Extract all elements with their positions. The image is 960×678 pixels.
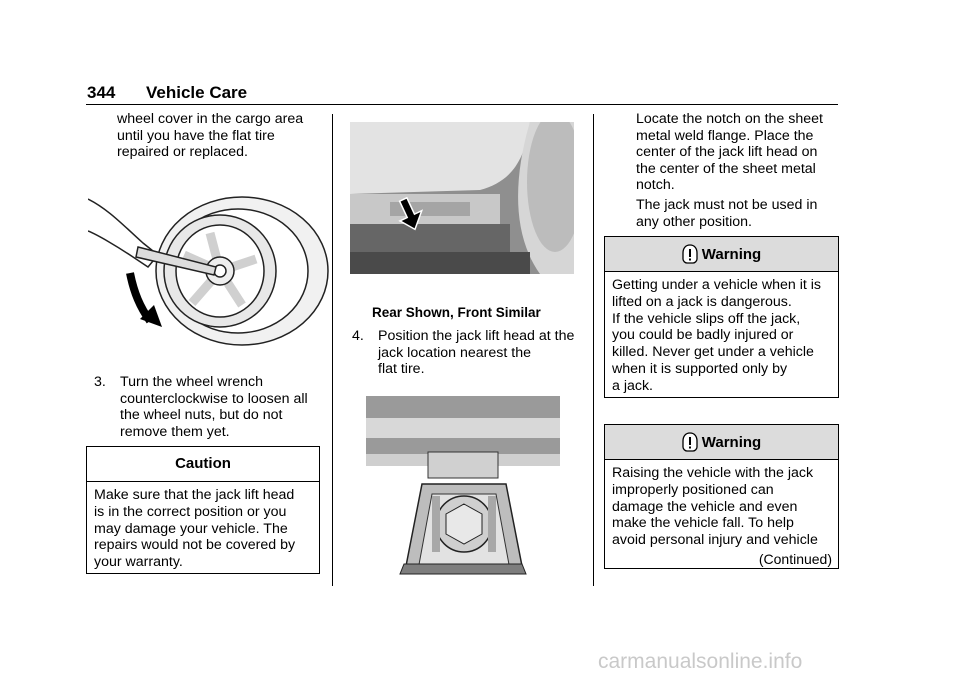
warning-icon <box>682 244 698 264</box>
step-3-number: 3. <box>94 374 106 390</box>
caution-box <box>86 446 320 574</box>
step-3 <box>94 374 326 444</box>
page-title: Vehicle Care <box>146 83 248 102</box>
step-4-text: Position the jack lift head at the jack location nearest the flat tire. <box>378 328 575 378</box>
warning-1-title: Warning <box>701 245 762 263</box>
warning-1-header <box>605 237 838 272</box>
jack-position-note: The jack must not be used in any other position. <box>636 197 818 230</box>
warning-2-header <box>605 425 838 460</box>
warning-box-2 <box>604 424 839 569</box>
intro-text: wheel cover in the cargo area until you have the flat tire repaired or replaced. <box>117 111 304 161</box>
notch-instructions: Locate the notch on the sheet metal weld flange. Place the center of the jack lift head on the center of the sheet metal notch. <box>636 111 823 194</box>
warning-icon <box>682 432 698 452</box>
header-rule <box>86 104 838 105</box>
page-number: 344 <box>87 83 116 102</box>
watermark-text: carmanualsonline.info <box>598 650 803 673</box>
caution-text: Make sure that the jack lift head is in the correct position or you may damage your vehicle. The repairs would not be covered by your warranty. <box>94 487 296 571</box>
continued-label: (Continued) <box>758 551 832 567</box>
caution-title: Caution <box>87 447 319 482</box>
warning-2-title: Warning <box>701 433 762 451</box>
step-3-text: Turn the wheel wrench counterclockwise to loosen all the wheel nuts, but do not remove them yet. <box>120 374 308 440</box>
figure-caption: Rear Shown, Front Similar <box>372 305 541 320</box>
column-divider-right <box>593 114 594 586</box>
jack-illustration <box>366 396 560 578</box>
warning-box-1 <box>604 236 839 398</box>
step-4 <box>352 328 586 382</box>
wheel-wrench-illustration <box>88 185 330 347</box>
step-4-number: 4. <box>352 328 364 344</box>
warning-2-text: Raising the vehicle with the jack improperly positioned can damage the vehicle and even make the vehicle fall. To help avoid personal injury and vehicle <box>612 465 818 549</box>
jack-location-illustration <box>350 122 574 274</box>
column-divider-left <box>332 114 333 586</box>
warning-1-text: Getting under a vehicle when it is lifted on a jack is dangerous. If the vehicle slips off the jack, you could be badly injured or killed. Never get under a vehicle when it is supported only by a jack. <box>612 277 821 394</box>
